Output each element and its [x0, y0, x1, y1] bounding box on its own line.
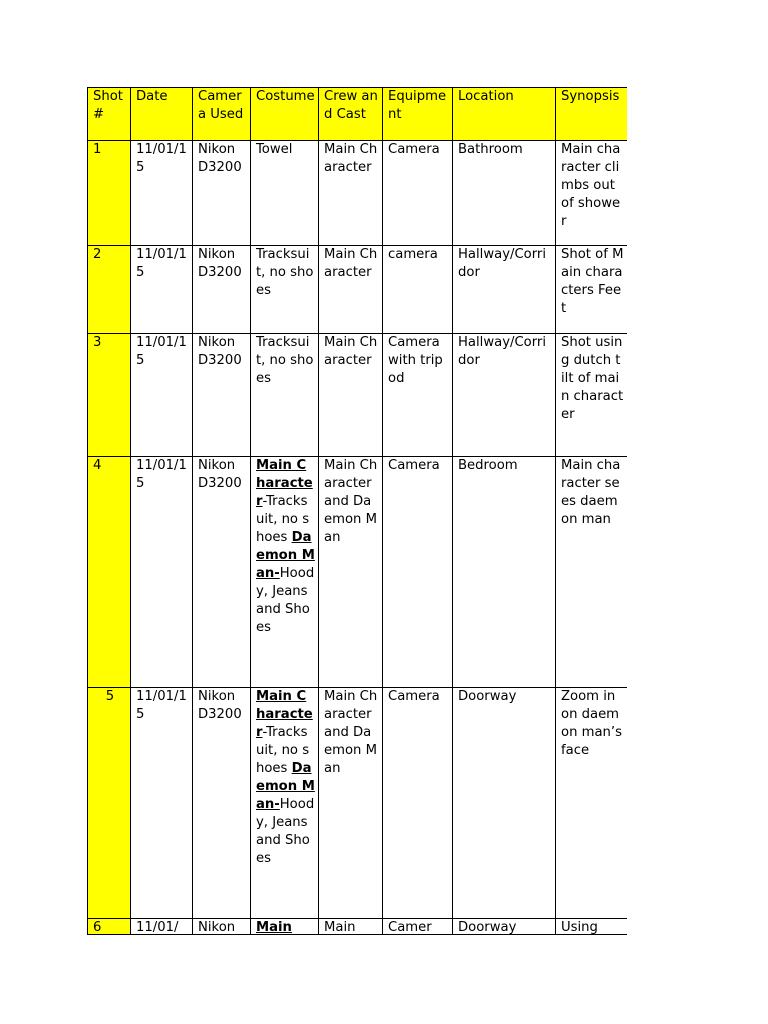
costume-cell — [251, 334, 319, 457]
date-cell: 11/01/15 — [131, 246, 193, 334]
costume-text: Tracksuit, no shoes — [256, 247, 314, 298]
table-row — [88, 246, 628, 334]
equipment-cell: Camera — [383, 457, 453, 688]
equipment-cell: Camera — [383, 688, 453, 919]
table-row — [88, 334, 628, 457]
costume-cell — [251, 919, 319, 936]
shot-number-cell: 1 — [88, 141, 131, 246]
header-date: Date — [131, 88, 193, 141]
date-cell: 11/01/15 — [131, 688, 193, 919]
costume-cell — [251, 457, 319, 688]
header-costume: Costume — [251, 88, 319, 141]
costume-separator: - — [262, 725, 267, 740]
shot-number-cell: 2 — [88, 246, 131, 334]
camera-cell: Nikon D3200 — [193, 141, 251, 246]
synopsis-cell: Shot of Main characters Feet — [556, 246, 628, 334]
shot-list-table-container — [87, 87, 627, 935]
costume-cell — [251, 688, 319, 919]
crew-cast-cell: Main Character — [319, 246, 383, 334]
table-row — [88, 688, 628, 919]
camera-cell: Nikon — [193, 919, 251, 936]
table-row — [88, 919, 628, 936]
date-cell: 11/01/15 — [131, 334, 193, 457]
synopsis-cell: Using — [556, 919, 628, 936]
camera-cell: Nikon D3200 — [193, 246, 251, 334]
header-synopsis: Synopsis — [556, 88, 628, 141]
crew-cast-cell: Main Character — [319, 141, 383, 246]
costume-text: Tracksuit, no shoes — [256, 494, 310, 545]
costume-text: Hoody, Jeans and Shoes — [256, 797, 315, 866]
costume-text: Towel — [256, 142, 293, 157]
costume-role: Daemon Man- — [256, 761, 315, 812]
location-cell: Doorway — [453, 688, 556, 919]
costume-role: Daemon Man- — [256, 530, 315, 581]
table-body — [88, 141, 628, 936]
shot-number-cell: 3 — [88, 334, 131, 457]
equipment-cell: Camera with tripod — [383, 334, 453, 457]
synopsis-cell: Shot using dutch tilt of main character — [556, 334, 628, 457]
costume-role: Main Character — [256, 458, 313, 509]
costume-text: Tracksuit, no shoes — [256, 725, 310, 776]
equipment-cell: Camer — [383, 919, 453, 936]
costume-cell — [251, 141, 319, 246]
costume-separator: - — [262, 494, 267, 509]
camera-cell: Nikon D3200 — [193, 334, 251, 457]
costume-text: Tracksuit, no shoes — [256, 335, 314, 386]
date-cell: 11/01/15 — [131, 457, 193, 688]
costume-role: Main — [256, 920, 292, 935]
location-cell: Doorway — [453, 919, 556, 936]
camera-cell: Nikon D3200 — [193, 688, 251, 919]
crew-cast-cell: Main Character and Daemon Man — [319, 457, 383, 688]
header-location: Location — [453, 88, 556, 141]
header-equipment: Equipment — [383, 88, 453, 141]
synopsis-cell: Zoom in on daemon man’s face — [556, 688, 628, 919]
costume-role: Main Character — [256, 689, 313, 740]
crew-cast-cell: Main — [319, 919, 383, 936]
equipment-cell: Camera — [383, 141, 453, 246]
costume-text: Hoody, Jeans and Shoes — [256, 566, 315, 635]
equipment-cell: camera — [383, 246, 453, 334]
location-cell: Hallway/Corridor — [453, 334, 556, 457]
date-cell: 11/01/15 — [131, 141, 193, 246]
shot-number-cell: 5 — [88, 688, 131, 919]
shot-list-table — [87, 87, 627, 935]
header-crew: Crew and Cast — [319, 88, 383, 141]
shot-number-cell: 4 — [88, 457, 131, 688]
header-row — [88, 88, 628, 141]
location-cell: Bathroom — [453, 141, 556, 246]
synopsis-cell: Main character climbs out of shower — [556, 141, 628, 246]
header-shot: Shot # — [88, 88, 131, 141]
crew-cast-cell: Main Character and Daemon Man — [319, 688, 383, 919]
location-cell: Hallway/Corridor — [453, 246, 556, 334]
header-camera: Camera Used — [193, 88, 251, 141]
costume-cell — [251, 246, 319, 334]
date-cell: 11/01/ — [131, 919, 193, 936]
table-row — [88, 457, 628, 688]
table-row — [88, 141, 628, 246]
camera-cell: Nikon D3200 — [193, 457, 251, 688]
crew-cast-cell: Main Character — [319, 334, 383, 457]
synopsis-cell: Main character sees daemon man — [556, 457, 628, 688]
location-cell: Bedroom — [453, 457, 556, 688]
shot-number-cell: 6 — [88, 919, 131, 936]
